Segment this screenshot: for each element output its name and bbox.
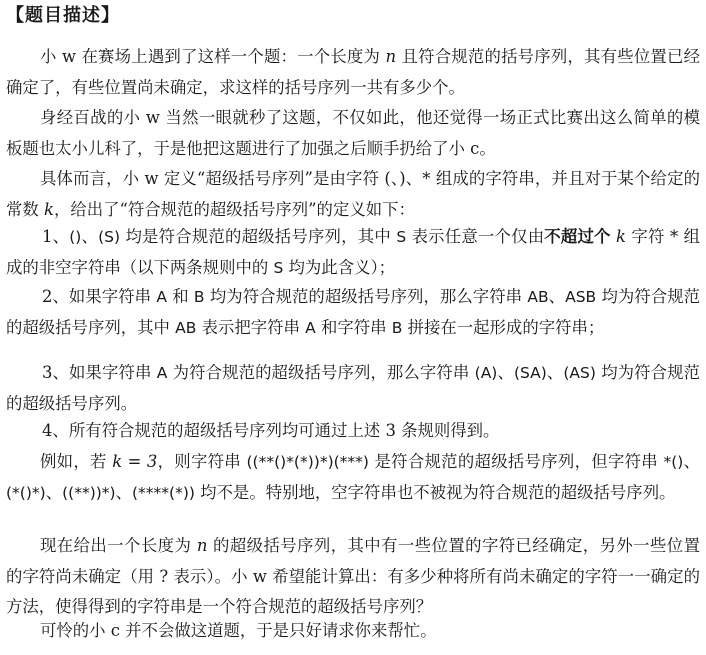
paragraph-definition: 具体而言，小 w 定义“超级括号序列”是由字符 (、)、* 组成的字符串，并且对于某个给定的常数 k，给出了“符合规范的超级括号序列”的定义如下：: [6, 169, 700, 219]
rule-4: 4、所有符合规范的超级括号序列均可通过上述 3 条规则得到。: [42, 421, 500, 440]
paragraph-closing: 可怜的小 c 并不会做这道题，于是只好请求你来帮忙。: [40, 621, 437, 640]
code-wrapped-s: (S): [98, 228, 121, 246]
var-n: n: [385, 47, 397, 66]
rule-2: 2、如果字符串 A 和 B 均为符合规范的超级括号序列，那么字符串 AB、ASB 均为符合规范的超级括号序列，其中 AB 表示把字符串 A 和字符串 B 拼接在一起形成的字符串；: [6, 287, 701, 337]
k-equals-3: k = 3: [112, 452, 158, 471]
section-heading: 【题目描述】: [6, 5, 120, 26]
rule-1: 1、()、(S) 均是符合规范的超级括号序列，其中 S 表示任意一个仅由不超过个 k 字符 * 组成的非空字符串（以下两条规则中的 S 均为此含义）；: [6, 227, 700, 277]
example-invalid: *(): [663, 453, 684, 471]
example-invalid: ((**))*): [62, 483, 116, 502]
var-k: k: [44, 199, 54, 219]
paragraph-intro: 小 w 在赛场上遇到了这样一个题：一个长度为 n 且符合规范的括号序列，其有些位置已经确定了，有些位置尚未确定，求这样的括号序列一共有多少个。: [6, 47, 700, 97]
paragraph-task: 现在给出一个长度为 n 的超级括号序列，其中有一些位置的字符已经确定，另外一些位置的字符尚未确定（用 ? 表示）。小 w 希望能计算出：有多少种将所有尚未确定的字符一一确定的方法，使得得到的字符串是一个符合规范的超级括号序列？: [6, 536, 700, 617]
code-pair: (): [69, 228, 82, 246]
emphasis-not-exceed: 不超过个: [544, 227, 611, 246]
var-k: k: [610, 227, 632, 246]
paragraph-background: 身经百战的小 w 当然一眼就秒了这题，不仅如此，他还觉得一场正式比赛出这么简单的模板题也太小儿科了，于是他把这题进行了加强之后顺手扔给了小 c。: [6, 108, 700, 158]
paragraph-example: 例如，若 k = 3，则字符串 ((**()*(*))*)(***) 是符合规范的超级括号序列，但字符串 *()、(*()*)、((**))*)、(****(*)) 均不是。特别地，空字符串也不被视为符合规范的超级括号序列。: [6, 452, 701, 502]
var-n: n: [196, 536, 208, 555]
example-invalid: (****(*)): [131, 483, 195, 502]
example-invalid: (*()*): [6, 483, 46, 502]
example-valid: ((**()*(*))*)(***): [246, 453, 369, 471]
rule-3: 3、如果字符串 A 为符合规范的超级括号序列，那么字符串 (A)、(SA)、(AS) 均为符合规范的超级括号序列。: [6, 363, 701, 413]
